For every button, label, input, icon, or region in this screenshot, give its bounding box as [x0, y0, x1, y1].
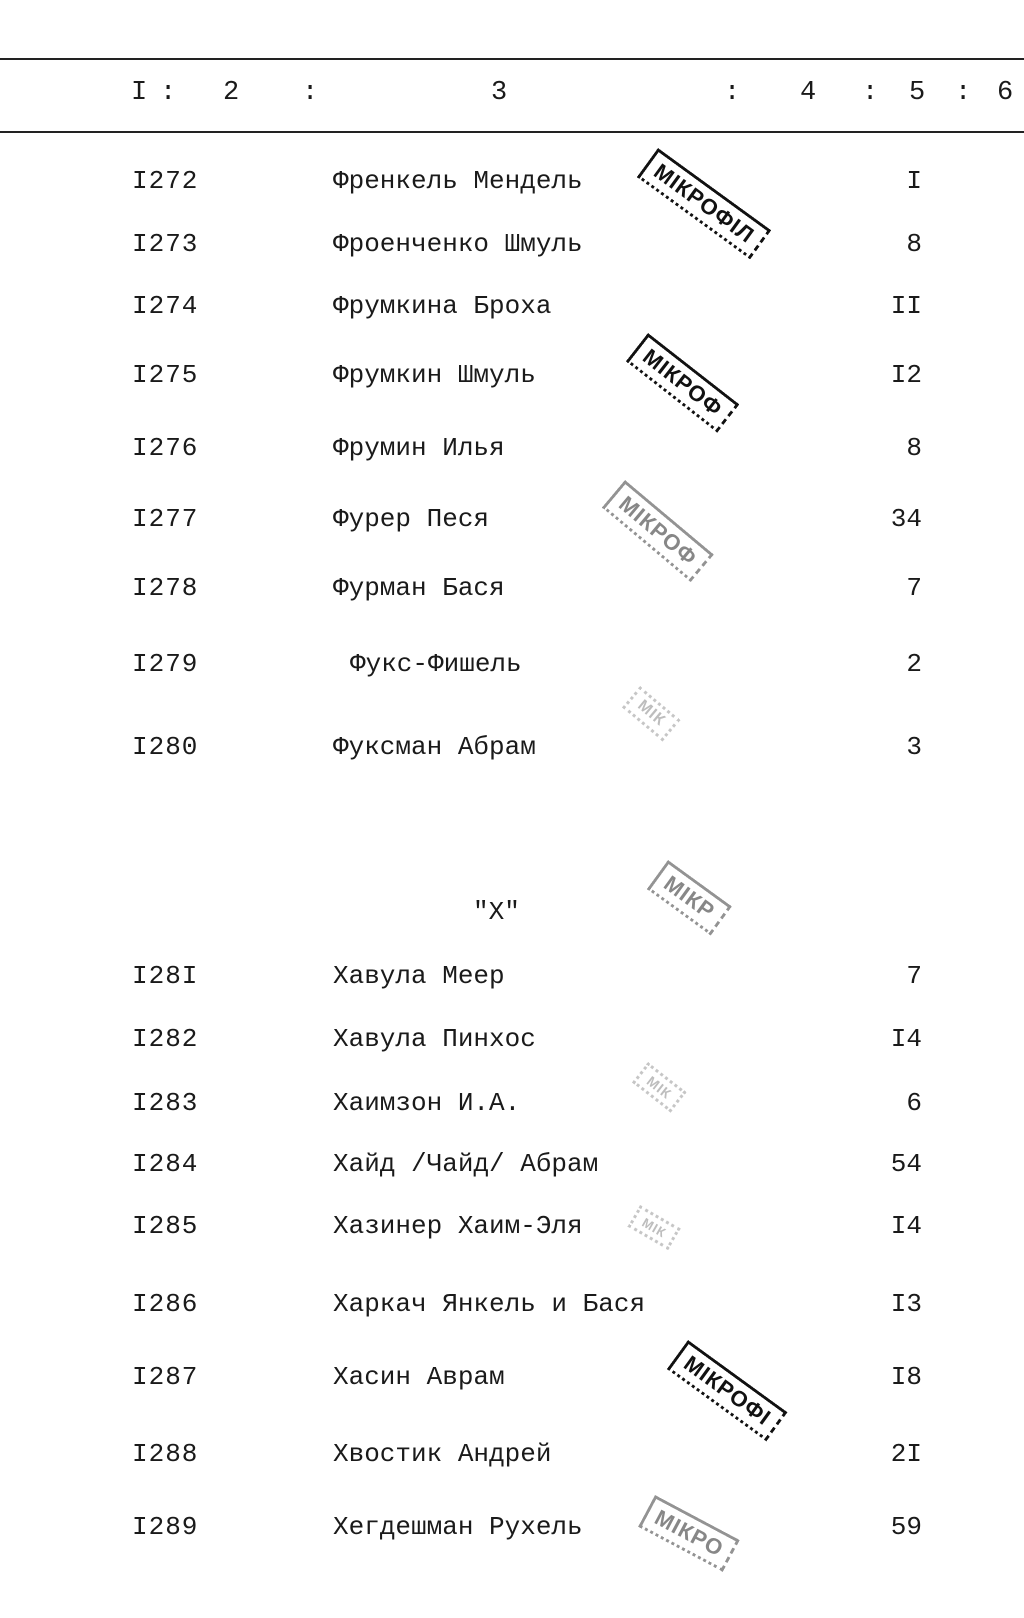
row-name: Хасин Аврам — [333, 1362, 505, 1392]
row-name: Фрумин Илья — [333, 433, 505, 463]
row-value: 2I — [890, 1439, 922, 1469]
row-name: Хаимзон И.А. — [333, 1088, 521, 1118]
row-number: I276 — [132, 433, 199, 463]
microfilm-stamp: МІКРОФ — [626, 333, 740, 433]
row-name: Хазинер Хаим-Эля — [333, 1211, 583, 1241]
row-value: 2 — [906, 649, 922, 679]
column-header-4: 4 — [800, 78, 817, 108]
top-rule — [0, 58, 1024, 60]
table-row — [0, 1284, 1024, 1324]
row-value: I4 — [890, 1024, 922, 1054]
row-value: 59 — [890, 1512, 922, 1542]
table-row — [0, 499, 1024, 539]
row-value: 3 — [906, 732, 922, 762]
table-row — [0, 1083, 1024, 1123]
row-number: I28I — [132, 961, 199, 991]
table-row — [0, 568, 1024, 608]
row-number: I283 — [132, 1088, 199, 1118]
microfilm-stamp: МІК — [622, 686, 680, 741]
row-value: I — [906, 166, 922, 196]
row-name: Фурер Песя — [333, 504, 490, 534]
microfilm-stamp: МІК — [628, 1205, 682, 1250]
row-name: Френкель Мендель — [333, 166, 583, 196]
microfilm-stamp: МІК — [632, 1062, 687, 1113]
column-separator: : — [302, 78, 319, 108]
table-row — [0, 1144, 1024, 1184]
row-number: I272 — [132, 166, 199, 196]
row-number: I288 — [132, 1439, 199, 1469]
row-name: Фроенченко Шмуль — [333, 229, 583, 259]
column-separator: : — [862, 78, 879, 108]
microfilm-stamp: МІКРОФ — [602, 480, 714, 582]
microfilm-stamp: МІКР — [647, 860, 732, 935]
table-row — [0, 956, 1024, 996]
row-name: Харкач Янкель и Бася — [333, 1289, 646, 1319]
row-name: Хавула Пинхос — [333, 1024, 536, 1054]
row-name: Хегдешман Рухель — [333, 1512, 583, 1542]
table-row — [0, 428, 1024, 468]
table-row — [0, 1357, 1024, 1397]
table-row — [0, 161, 1024, 201]
microfilm-stamp: МІКРОФІЛ — [637, 148, 771, 259]
row-value: 8 — [906, 433, 922, 463]
microfilm-stamp: МІКРОФІ — [667, 1340, 788, 1442]
row-value: 34 — [890, 504, 922, 534]
row-name: Хвостик Андрей — [333, 1439, 552, 1469]
row-number: I285 — [132, 1211, 199, 1241]
row-value: II — [890, 291, 922, 321]
row-value: I3 — [890, 1289, 922, 1319]
row-number: I273 — [132, 229, 199, 259]
column-separator: : — [955, 78, 972, 108]
row-name: Фукс-Фишель — [350, 649, 522, 679]
row-name: Фуксман Абрам — [333, 732, 536, 762]
column-header-1: I — [131, 78, 148, 108]
row-number: I275 — [132, 360, 199, 390]
row-number: I287 — [132, 1362, 199, 1392]
row-number: I280 — [132, 732, 199, 762]
row-number: I279 — [132, 649, 199, 679]
row-number: I278 — [132, 573, 199, 603]
row-name: Хавула Меер — [333, 961, 505, 991]
row-number: I277 — [132, 504, 199, 534]
row-value: 6 — [906, 1088, 922, 1118]
column-separator: : — [160, 78, 177, 108]
row-name: Хайд /Чайд/ Абрам — [333, 1149, 599, 1179]
table-row — [0, 727, 1024, 767]
table-row — [0, 1206, 1024, 1246]
row-value: I4 — [890, 1211, 922, 1241]
table-row — [0, 1434, 1024, 1474]
row-name: Фрумкин Шмуль — [333, 360, 536, 390]
row-value: 7 — [906, 961, 922, 991]
row-value: 8 — [906, 229, 922, 259]
row-name: Фурман Бася — [333, 573, 505, 603]
row-name: Фрумкина Броха — [333, 291, 552, 321]
section-heading: "Х" — [473, 897, 520, 927]
column-separator: : — [724, 78, 741, 108]
column-header-6: 6 — [997, 78, 1014, 108]
table-row — [0, 224, 1024, 264]
table-row — [0, 355, 1024, 395]
row-number: I286 — [132, 1289, 199, 1319]
row-value: I2 — [890, 360, 922, 390]
row-value: 7 — [906, 573, 922, 603]
row-value: 54 — [890, 1149, 922, 1179]
row-number: I289 — [132, 1512, 199, 1542]
column-header-3: 3 — [491, 78, 508, 108]
table-row — [0, 1019, 1024, 1059]
row-number: I282 — [132, 1024, 199, 1054]
header-bottom-rule — [0, 131, 1024, 133]
column-header-5: 5 — [909, 78, 926, 108]
table-row — [0, 286, 1024, 326]
row-number: I284 — [132, 1149, 199, 1179]
column-header-2: 2 — [223, 78, 240, 108]
microfilm-stamp: МІКРО — [638, 1495, 740, 1572]
row-number: I274 — [132, 291, 199, 321]
table-row — [0, 1507, 1024, 1547]
row-value: I8 — [890, 1362, 922, 1392]
table-row — [0, 644, 1024, 684]
